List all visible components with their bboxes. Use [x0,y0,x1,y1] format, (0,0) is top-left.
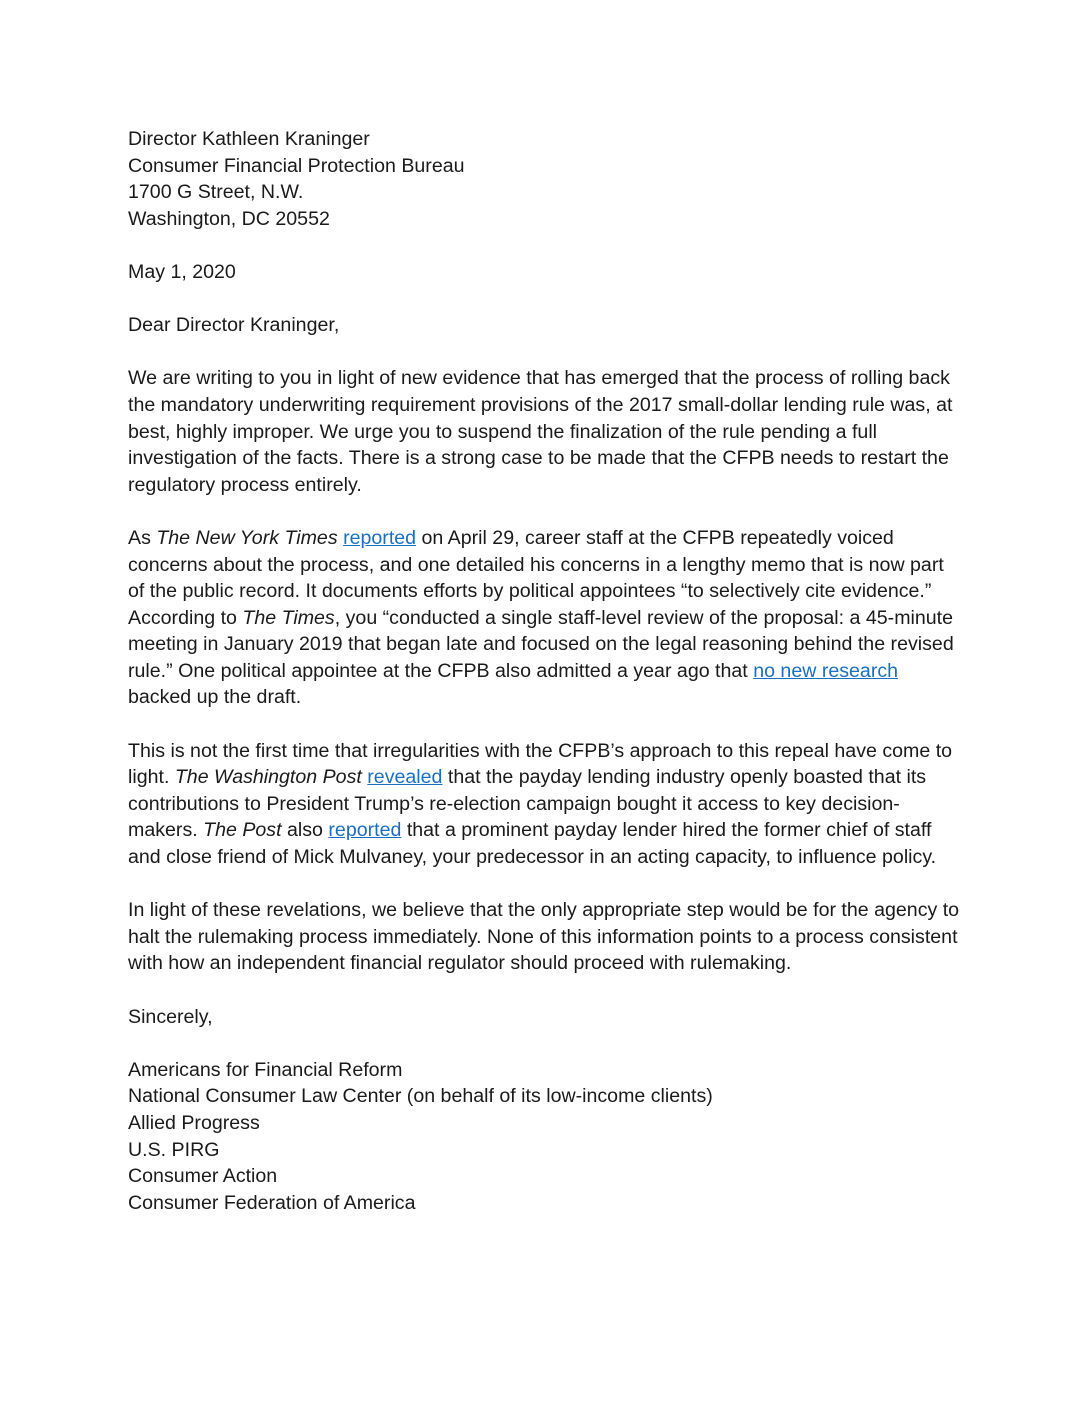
paragraph-line: concerns about the process, and one detailed his concerns in a lengthy memo that is now part [128,553,944,576]
text-run: , you “conducted a single staff-level review of the proposal: a 45-minute [334,606,954,629]
paragraph-2 [128,525,968,711]
signatory: National Consumer Law Center (on behalf of its low-income clients) [128,1085,713,1108]
paragraph-line [128,525,968,552]
paragraph-line: This is not the first time that irregularities with the CFPB’s approach to this repeal have come to [128,739,953,762]
text-run: that a prominent payday lender hired the former chief of staff [401,819,932,842]
paragraph-line: meeting in January 2019 that began late and focused on the legal reasoning behind the revised [128,633,954,656]
paragraph-line [128,605,968,632]
paragraph-line: regulatory process entirely. [128,473,362,496]
paragraph-1 [128,365,968,498]
paragraph-line: of the public record. It documents efforts by political appointees “to selectively cite evidence.” [128,580,932,603]
address-line: Consumer Financial Protection Bureau [128,154,465,177]
signatories-list [128,1057,968,1217]
text-run: on April 29, career staff at the CFPB repeatedly voiced [416,526,894,549]
paragraph-line: and close friend of Mick Mulvaney, your predecessor in an acting capacity, to influence policy. [128,846,937,869]
paragraph-3 [128,738,968,871]
address-line: Director Kathleen Kraninger [128,128,370,150]
signatory: Consumer Action [128,1165,278,1188]
text-run: that the payday lending industry openly boasted that its [442,766,927,789]
signatory: Consumer Federation of America [128,1191,416,1214]
signatory: Allied Progress [128,1111,260,1134]
paragraph-line: We are writing to you in light of new evidence that has emerged that the process of rolling back [128,367,950,390]
recipient-address [128,126,968,232]
no-new-research-link[interactable]: no new research [753,659,899,682]
text-run: rule.” One political appointee at the CFPB also admitted a year ago that [128,659,754,682]
letter-body [128,126,968,1216]
paragraph-line: backed up the draft. [128,686,302,709]
revealed-link[interactable]: revealed [367,766,443,789]
paragraph-line: In light of these revelations, we believe that the only appropriate step would be for the agency to [128,899,960,922]
publication-name: The Times [242,606,335,629]
paragraph-line [128,658,968,685]
closing: Sincerely, [128,1005,213,1028]
paragraph-line: best, highly improper. We urge you to suspend the finalization of the rule pending a full [128,420,878,443]
text-run: makers. [128,819,204,842]
paragraph-line: halt the rulemaking process immediately. None of this information points to a process consistent [128,925,958,948]
reported-link[interactable]: reported [343,526,417,549]
paragraph-line: investigation of the facts. There is a strong case to be made that the CFPB needs to restart the [128,447,949,470]
letter-date: May 1, 2020 [128,260,236,283]
publication-name: The Washington Post [174,766,362,789]
text-run: As [128,526,157,549]
publication-name: The New York Times [156,526,338,549]
address-line: Washington, DC 20552 [128,207,330,230]
text-run: also [281,819,329,842]
publication-name: The Post [203,819,282,842]
paragraph-line [128,764,968,791]
paragraph-line: with how an independent financial regulator should proceed with rulemaking. [128,952,792,975]
paragraph-4 [128,897,968,977]
text-run: According to [128,606,243,629]
signatory: U.S. PIRG [128,1138,220,1161]
paragraph-line [128,817,968,844]
paragraph-line: the mandatory underwriting requirement provisions of the 2017 small-dollar lending rule was, at [128,393,953,416]
reported-link-2[interactable]: reported [328,819,402,842]
salutation: Dear Director Kraninger, [128,314,340,337]
text-run: light. [128,766,175,789]
address-line: 1700 G Street, N.W. [128,181,304,204]
signatory: Americans for Financial Reform [128,1058,403,1081]
paragraph-line: contributions to President Trump’s re-election campaign bought it access to key decision- [128,792,900,815]
